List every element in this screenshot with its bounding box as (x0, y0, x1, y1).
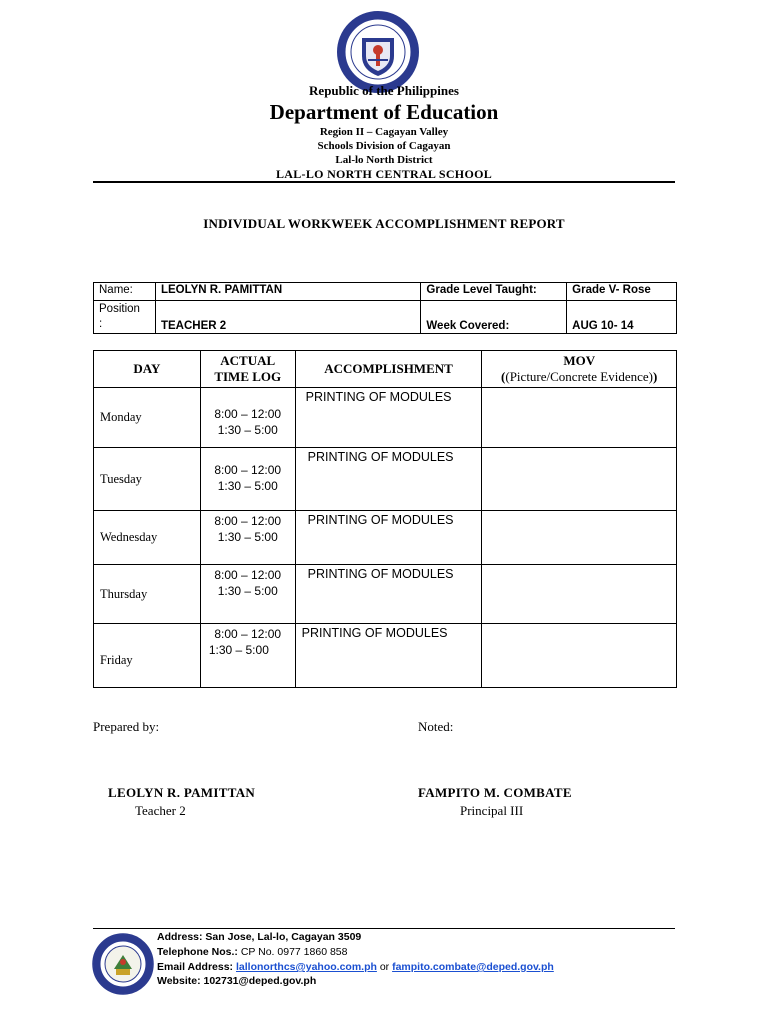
noted-label: Noted: (418, 719, 454, 734)
info-table (93, 282, 677, 334)
mov-cell (482, 565, 677, 624)
email-or: or (376, 961, 393, 973)
mov-header-line1: MOV (563, 353, 596, 368)
accomplishment-cell: PRINTING OF MODULES (295, 624, 482, 688)
day-cell: Thursday (94, 565, 201, 624)
table-row (94, 565, 677, 624)
accomplishment-cell: PRINTING OF MODULES (295, 565, 482, 624)
email-link-2[interactable]: fampito.combate@deped.gov.ph (392, 961, 554, 973)
table-row (94, 448, 677, 511)
division-line: Schools Division of Cagayan (317, 140, 451, 152)
prepared-by-label: Prepared by: (93, 719, 160, 734)
mov-cell (482, 388, 677, 448)
footer-telephone (157, 946, 347, 958)
preparer-title: Teacher 2 (135, 803, 186, 818)
telephone-label: Telephone Nos.: (157, 946, 238, 958)
header-divider (93, 181, 675, 183)
time-cell (200, 565, 295, 624)
mov-header (482, 351, 677, 388)
deped-seal-icon (336, 10, 420, 94)
time-afternoon: 1:30 – 5:00 (217, 530, 278, 544)
day-cell: Tuesday (94, 448, 201, 511)
footer-divider (93, 928, 675, 929)
email-link-1[interactable]: lallonorthcs@yahoo.com.ph (235, 961, 377, 973)
mov-cell (482, 448, 677, 511)
time-morning: 8:00 – 12:00 (214, 463, 282, 477)
time-cell (200, 388, 295, 448)
day-cell: Friday (94, 624, 201, 688)
district-line: Lal-lo North District (335, 154, 433, 166)
noter-title: Principal III (460, 803, 524, 818)
position-label-cell (94, 301, 156, 334)
noter-name: FAMPITO M. COMBATE (418, 785, 572, 800)
school-logo-icon (92, 933, 154, 995)
time-cell (200, 448, 295, 511)
day-header: DAY (94, 351, 201, 388)
accomplishment-header: ACCOMPLISHMENT (295, 351, 482, 388)
position-value: TEACHER 2 (155, 301, 420, 334)
position-colon: : (99, 318, 103, 330)
name-label: Name: (94, 283, 156, 301)
day-cell: Wednesday (94, 511, 201, 565)
school-line: LAL-LO NORTH CENTRAL SCHOOL (275, 167, 493, 181)
time-cell (200, 511, 295, 565)
time-cell (200, 624, 295, 688)
footer-address: Address: San Jose, Lal-lo, Cagayan 3509 (157, 931, 362, 943)
time-morning: 8:00 – 12:00 (214, 407, 282, 421)
table-row (94, 511, 677, 565)
time-morning: 8:00 – 12:00 (214, 627, 282, 641)
time-morning: 8:00 – 12:00 (214, 514, 282, 528)
mov-header-line2: ((Picture/Concrete Evidence)) (501, 369, 658, 384)
time-afternoon: 1:30 – 5:00 (208, 643, 269, 657)
mov-cell (482, 624, 677, 688)
accomplishment-cell: PRINTING OF MODULES (295, 388, 482, 448)
time-header (200, 351, 295, 388)
time-afternoon: 1:30 – 5:00 (217, 423, 278, 437)
time-header-line1: ACTUAL (220, 353, 276, 368)
grade-value: Grade V- Rose (567, 283, 677, 301)
time-header-line2: TIME LOG (214, 369, 282, 384)
footer-email (157, 961, 554, 973)
accomplishment-table (93, 350, 677, 688)
name-value: LEOLYN R. PAMITTAN (155, 283, 420, 301)
day-cell: Monday (94, 388, 201, 448)
footer-website: Website: 102731@deped.gov.ph (157, 975, 317, 987)
week-label: Week Covered: (421, 301, 567, 334)
table-row (94, 624, 677, 688)
accomplishment-cell: PRINTING OF MODULES (295, 448, 482, 511)
mov-header-text: (Picture/Concrete Evidence) (505, 369, 654, 384)
time-morning: 8:00 – 12:00 (214, 568, 282, 582)
republic-heading: Republic of the Philippines (309, 83, 459, 98)
mov-cell (482, 511, 677, 565)
position-label: Position (99, 303, 140, 315)
email-label: Email Address: (157, 961, 234, 973)
week-value: AUG 10- 14 (567, 301, 677, 334)
grade-label: Grade Level Taught: (421, 283, 567, 301)
department-heading: Department of Education (269, 100, 499, 124)
time-afternoon: 1:30 – 5:00 (217, 479, 278, 493)
table-row (94, 388, 677, 448)
preparer-name: LEOLYN R. PAMITTAN (108, 785, 256, 800)
time-afternoon: 1:30 – 5:00 (217, 584, 278, 598)
report-title: INDIVIDUAL WORKWEEK ACCOMPLISHMENT REPORT (203, 216, 565, 231)
accomplishment-cell: PRINTING OF MODULES (295, 511, 482, 565)
telephone-value: CP No. 0977 1860 858 (237, 946, 348, 958)
region-line: Region II – Cagayan Valley (319, 126, 449, 138)
